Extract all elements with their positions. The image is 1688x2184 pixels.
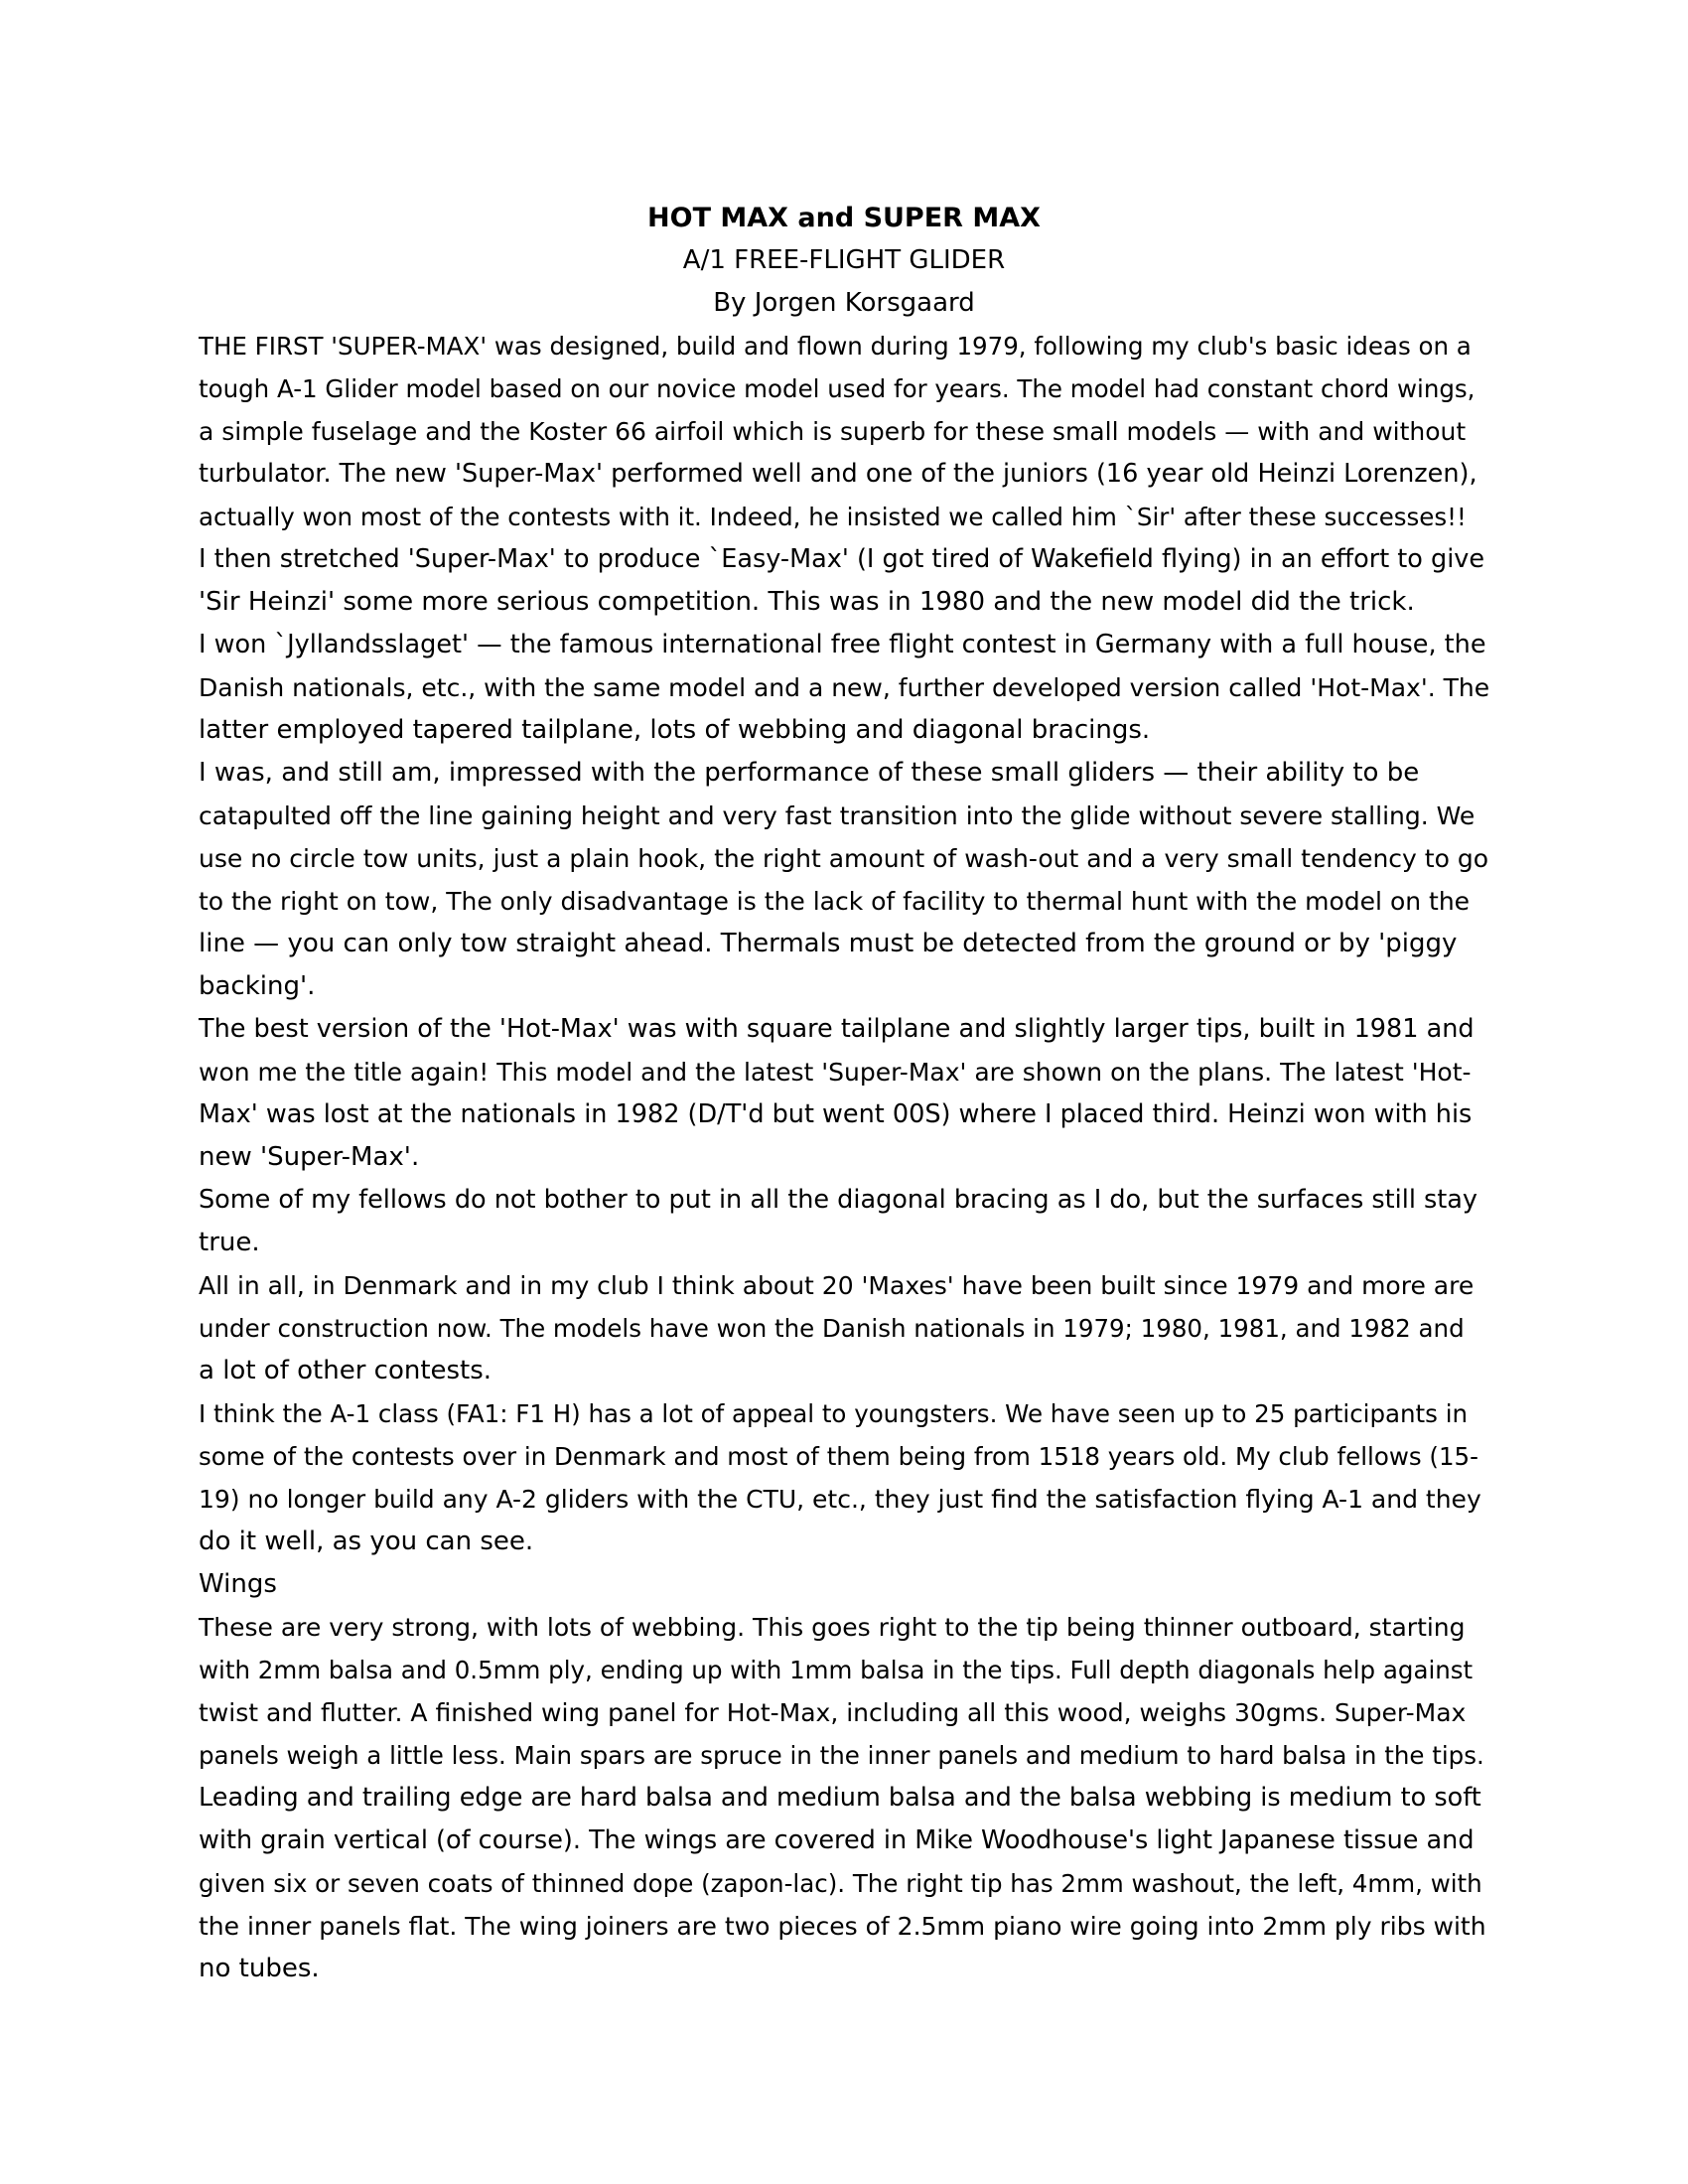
body-text-line: tough A-1 Glider model based on our novice model used for years. The model had constant chord wings, — [199, 374, 1476, 403]
body-text-line: latter employed tapered tailplane, lots of webbing and diagonal bracings. — [199, 715, 1151, 745]
body-text-line: panels weigh a little less. Main spars are spruce in the inner panels and medium to hard balsa in the tips. — [199, 1741, 1484, 1770]
author-byline: By Jorgen Korsgaard — [713, 288, 975, 318]
body-text-line: THE FIRST 'SUPER-MAX' was designed, build and flown during 1979, following my club's basic ideas on a — [199, 332, 1472, 361]
body-text-line: Max' was lost at the nationals in 1982 (D/T'd but went 00S) where I placed third. Heinzi won with his — [199, 1099, 1473, 1129]
body-text-line: backing'. — [199, 971, 316, 1001]
page-title: HOT MAX and SUPER MAX — [647, 203, 1041, 233]
body-text-line: no tubes. — [199, 1954, 320, 1983]
body-text-line: Some of my fellows do not bother to put in all the diagonal bracing as I do, but the surfaces still stay — [199, 1185, 1478, 1215]
body-text-line: Danish nationals, etc., with the same model and a new, further developed version called 'Hot-Max'. The — [199, 673, 1490, 702]
body-text-line: 'Sir Heinzi' some more serious competition. This was in 1980 and the new model did the trick. — [199, 587, 1415, 617]
body-text-line: Leading and trailing edge are hard balsa and medium balsa and the balsa webbing is medium to soft — [199, 1783, 1481, 1813]
body-text-line: I then stretched 'Super-Max' to produce `Easy-Max' (I got tired of Wakefield flying) in an effort to give — [199, 544, 1485, 574]
body-text-line: twist and flutter. A finished wing panel for Hot-Max, including all this wood, weighs 30gms. Super-Max — [199, 1698, 1467, 1727]
body-text-line: some of the contests over in Denmark and most of them being from 1518 years old. My club fellows (15- — [199, 1442, 1478, 1471]
body-text-line: under construction now. The models have won the Danish nationals in 1979; 1980, 1981, and 1982 and — [199, 1314, 1465, 1343]
body-text-line: true. — [199, 1228, 260, 1257]
body-text-line: to the right on tow, The only disadvantage is the lack of facility to thermal hunt with the model on the — [199, 887, 1471, 916]
body-text-line: new 'Super-Max'. — [199, 1142, 420, 1172]
body-text-line: I was, and still am, impressed with the performance of these small gliders — their ability to be — [199, 758, 1420, 788]
body-text-line: do it well, as you can see. — [199, 1527, 534, 1556]
body-text-line: with grain vertical (of course). The wings are covered in Mike Woodhouse's light Japanese tissue and — [199, 1825, 1475, 1855]
body-text-line: 19) no longer build any A-2 gliders with the CTU, etc., they just find the satisfaction flying A-1 and they — [199, 1485, 1481, 1514]
body-text-line: catapulted off the line gaining height and very fast transition into the glide without severe stalling. We — [199, 801, 1476, 830]
body-text-line: with 2mm balsa and 0.5mm ply, ending up with 1mm balsa in the tips. Full depth diagonals help against — [199, 1656, 1474, 1684]
body-text-line: These are very strong, with lots of webbing. This goes right to the tip being thinner outboard, starting — [199, 1613, 1466, 1642]
body-text-line: given six or seven coats of thinned dope (zapon-lac). The right tip has 2mm washout, the left, 4mm, with — [199, 1869, 1482, 1898]
body-text-line: turbulator. The new 'Super-Max' performed well and one of the juniors (16 year old Heinzi Lorenzen), — [199, 459, 1477, 489]
body-text-line: the inner panels flat. The wing joiners are two pieces of 2.5mm piano wire going into 2mm ply ribs with — [199, 1912, 1486, 1941]
body-text-line: I won `Jyllandsslaget' — the famous international free flight contest in Germany with a full house, the — [199, 630, 1486, 659]
body-text-line: All in all, in Denmark and in my club I think about 20 'Maxes' have been built since 1979 and more are — [199, 1271, 1475, 1300]
body-text-line: The best version of the 'Hot-Max' was with square tailplane and slightly larger tips, built in 1981 and — [199, 1014, 1475, 1044]
body-text-line: I think the A-1 class (FA1: F1 H) has a lot of appeal to youngsters. We have seen up to 25 participants in — [199, 1399, 1469, 1428]
body-text-line: actually won most of the contests with it. Indeed, he insisted we called him `Sir' after these successes!! — [199, 503, 1467, 531]
body-text-line: Wings — [199, 1569, 277, 1599]
body-text-line: use no circle tow units, just a plain hook, the right amount of wash-out and a very small tendency to go — [199, 844, 1488, 873]
page-subtitle: A/1 FREE-FLIGHT GLIDER — [682, 245, 1006, 275]
body-text-line: line — you can only tow straight ahead. Thermals must be detected from the ground or by 'piggy — [199, 929, 1458, 958]
article-body — [199, 325, 1489, 1990]
body-text-line: a lot of other contests. — [199, 1356, 492, 1385]
body-text-line: a simple fuselage and the Koster 66 airfoil which is superb for these small models — with and without — [199, 417, 1467, 446]
document-header — [0, 197, 1688, 325]
body-text-line: won me the title again! This model and the latest 'Super-Max' are shown on the plans. The latest 'Hot- — [199, 1058, 1472, 1087]
